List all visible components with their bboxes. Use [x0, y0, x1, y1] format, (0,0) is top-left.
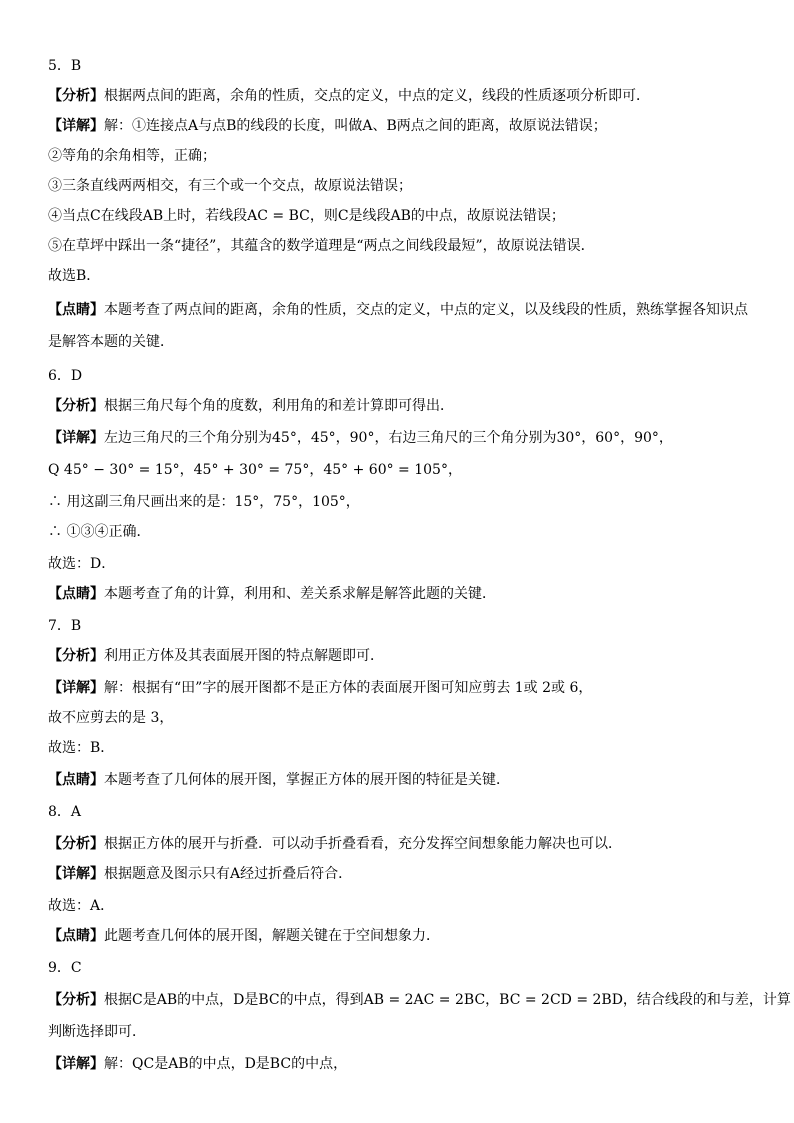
detail-5-item-4: ④当点C在线段AB上时，若线段AC = BC，则C是线段AB的中点，故原说法错误；	[48, 208, 565, 224]
detail-5-item-5: ⑤在草坪中踩出一条“捷径”，其蕴含的数学道理是“两点之间线段最短”，故原说法错误．	[48, 238, 595, 254]
choice-8: 故选：A．	[48, 898, 115, 914]
choice-7: 故选：B．	[48, 740, 115, 756]
detail-7-cont: 故不应剪去的是 3，	[48, 710, 174, 726]
detail-8: 【详解】根据题意及图示只有A经过折叠后符合．	[48, 866, 353, 882]
detail-9: 【详解】解：QC是AB的中点，D是BC的中点，	[48, 1056, 348, 1072]
answer-5: 5．B	[48, 58, 82, 74]
detail-5: 【详解】解：①连接点A与点B的线段的长度，叫做A、B两点之间的距离，故原说法错误；	[48, 118, 607, 134]
comment-7: 【点睛】本题考查了几何体的展开图，掌握正方体的展开图的特征是关键．	[48, 772, 510, 788]
analysis-9: 【分析】根据C是AB的中点，D是BC的中点，得到AB = 2AC = 2BC，BC = 2CD = 2BD，结合线段的和与差，计算	[48, 992, 791, 1008]
answer-8: 8．A	[48, 804, 82, 820]
analysis-9-cont: 判断选择即可．	[48, 1024, 146, 1040]
answer-9: 9．C	[48, 960, 82, 976]
comment-5: 【点睛】本题考查了两点间的距离，余角的性质，交点的定义，中点的定义，以及线段的性质，熟练掌握各知识点	[48, 302, 748, 318]
calc-6: Q 45° − 30° = 15°，45° + 30° = 75°，45° + 60° = 105°，	[48, 462, 462, 478]
choice-6: 故选：D．	[48, 556, 116, 572]
comment-8: 【点睛】此题考查几何体的展开图，解题关键在于空间想象力．	[48, 928, 440, 944]
answer-6: 6．D	[48, 368, 83, 384]
analysis-6: 【分析】根据三角尺每个角的度数，利用角的和差计算即可得出．	[48, 398, 454, 414]
detail-7: 【详解】解：根据有“田”字的展开图都不是正方体的表面展开图可知应剪去 1或 2或 6，	[48, 680, 593, 696]
result-6: ∴ 用这副三角尺画出来的是：15°，75°，105°，	[48, 494, 360, 510]
comment-5-cont: 是解答本题的关键．	[48, 334, 174, 350]
analysis-5: 【分析】根据两点间的距离，余角的性质，交点的定义，中点的定义，线段的性质逐项分析即可．	[48, 88, 650, 104]
analysis-7: 【分析】利用正方体及其表面展开图的特点解题即可．	[48, 648, 384, 664]
analysis-8: 【分析】根据正方体的展开与折叠．可以动手折叠看看，充分发挥空间想象能力解决也可以．	[48, 836, 622, 852]
detail-5-item-3: ③三条直线两两相交，有三个或一个交点，故原说法错误；	[48, 178, 412, 194]
comment-6: 【点睛】本题考查了角的计算，利用和、差关系求解是解答此题的关键．	[48, 586, 496, 602]
choice-5: 故选B．	[48, 268, 101, 284]
detail-5-item-2: ②等角的余角相等，正确；	[48, 148, 216, 164]
answer-7: 7．B	[48, 618, 82, 634]
detail-6: 【详解】左边三角尺的三个角分别为45°，45°，90°，右边三角尺的三个角分别为30°，60°，90°，	[48, 430, 673, 446]
conclusion-6: ∴ ①③④正确．	[48, 524, 151, 540]
